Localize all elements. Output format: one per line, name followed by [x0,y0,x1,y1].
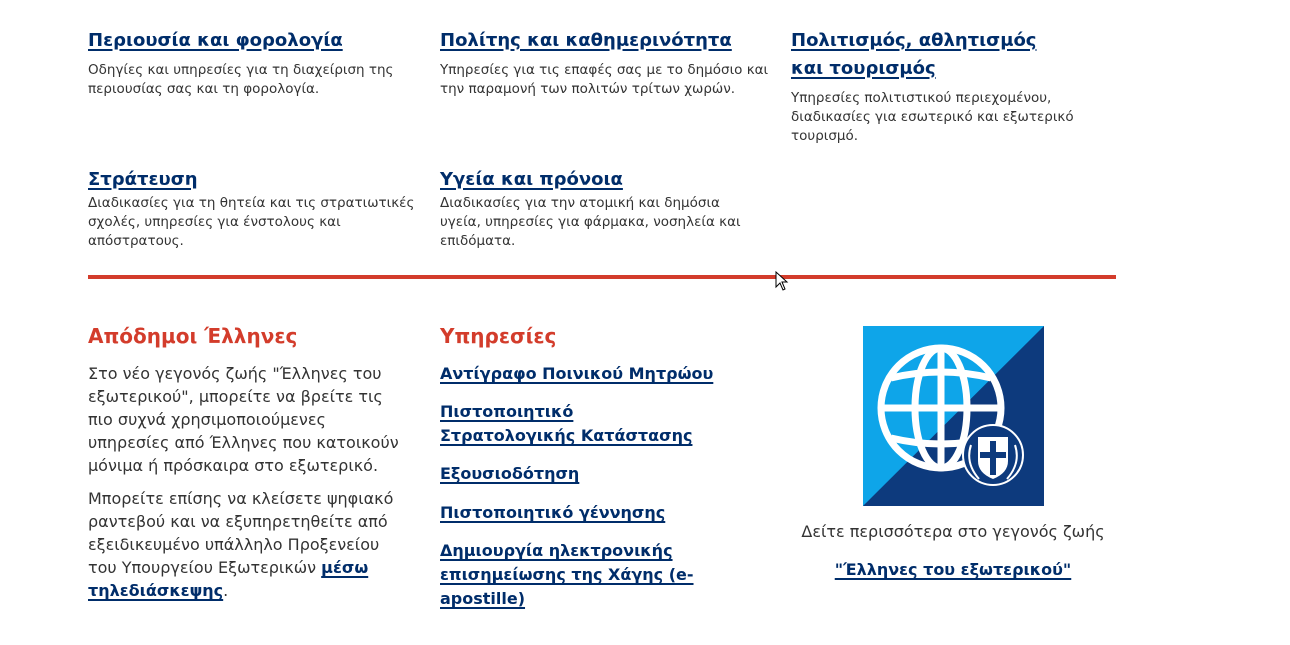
category-citizen-daily [440,27,770,99]
service-link-criminal-record[interactable]: Αντίγραφο Ποινικού Μητρώου [440,364,714,383]
category-military [88,166,418,251]
apodimoi-paragraph-2-text: Μπορείτε επίσης να κλείσετε ψηφιακό ραντεβού και να εξυπηρετηθείτε από εξειδικευμένο υπάλληλο Προξενείου του Υπουργείου Εξωτερικών [88,489,394,577]
category-desc-military: Διαδικασίες για τη θητεία και τις στρατιωτικές σχολές, υπηρεσίες για ένστολους και απόστρατους. [88,195,415,249]
category-link-property-tax[interactable]: Περιουσία και φορολογία [88,30,343,51]
category-desc-property-tax: Οδηγίες και υπηρεσίες για τη διαχείριση της περιουσίας σας και τη φορολογία. [88,62,394,97]
service-link-military-status[interactable]: Πιστοποιητικό Στρατολογικής Κατάστασης [440,402,693,445]
service-link-e-apostille[interactable]: Δημιουργία ηλεκτρονικής επισημείωσης της Χάγης (e-apostille) [440,541,694,608]
category-link-citizen-daily[interactable]: Πολίτης και καθημερινότητα [440,30,732,51]
category-desc-health-welfare: Διαδικασίες για την ατομική και δημόσια υγεία, υπηρεσίες για φάρμακα, νοσηλεία και επιδόματα. [440,195,741,249]
see-more-link-wrap [790,559,1116,581]
category-link-health-welfare[interactable]: Υγεία και πρόνοια [440,169,623,190]
category-culture-sports-tourism [791,27,1121,146]
globe-emblem-logo[interactable] [863,326,1044,506]
category-property-tax [88,27,418,99]
see-more-text: Δείτε περισσότερα στο γεγονός ζωής [801,522,1105,541]
apodimoi-title: Απόδημοι Έλληνες [88,324,298,348]
mouse-cursor-icon [775,271,789,291]
apodimoi-paragraph-2-end: . [223,581,229,600]
category-desc-citizen-daily: Υπηρεσίες για τις επαφές σας με το δημόσιο και την παραμονή των πολιτών τρίτων χωρών. [440,62,769,97]
section-divider [88,275,1116,279]
service-link-birth-certificate[interactable]: Πιστοποιητικό γέννησης [440,503,666,522]
category-link-military[interactable]: Στράτευση [88,169,198,190]
service-link-authorization[interactable]: Εξουσιοδότηση [440,464,580,483]
teleconference-link[interactable]: μέσω τηλεδιάσκεψης [88,558,369,600]
greeks-abroad-link[interactable]: "Έλληνες του εξωτερικού" [834,560,1072,579]
apodimoi-paragraph-1: Στο νέο γεγονός ζωής "Έλληνες του εξωτερικού", μπορείτε να βρείτε τις πιο συχνά χρησιμοποιούμενες υπηρεσίες από Έλληνες που κατοικούν μόνιμα ή πρόσκαιρα στο εξωτερικό. [88,364,399,475]
services-title: Υπηρεσίες [440,324,557,348]
apodimoi-paragraph-2 [88,487,408,602]
category-health-welfare [440,166,770,251]
category-link-culture-sports-tourism[interactable]: Πολιτισμός, αθλητισμός και τουρισμός [791,30,1037,79]
category-desc-culture-sports-tourism: Υπηρεσίες πολιτιστικού περιεχομένου, διαδικασίες για εσωτερικό και εξωτερικό τουρισμό. [791,90,1074,144]
